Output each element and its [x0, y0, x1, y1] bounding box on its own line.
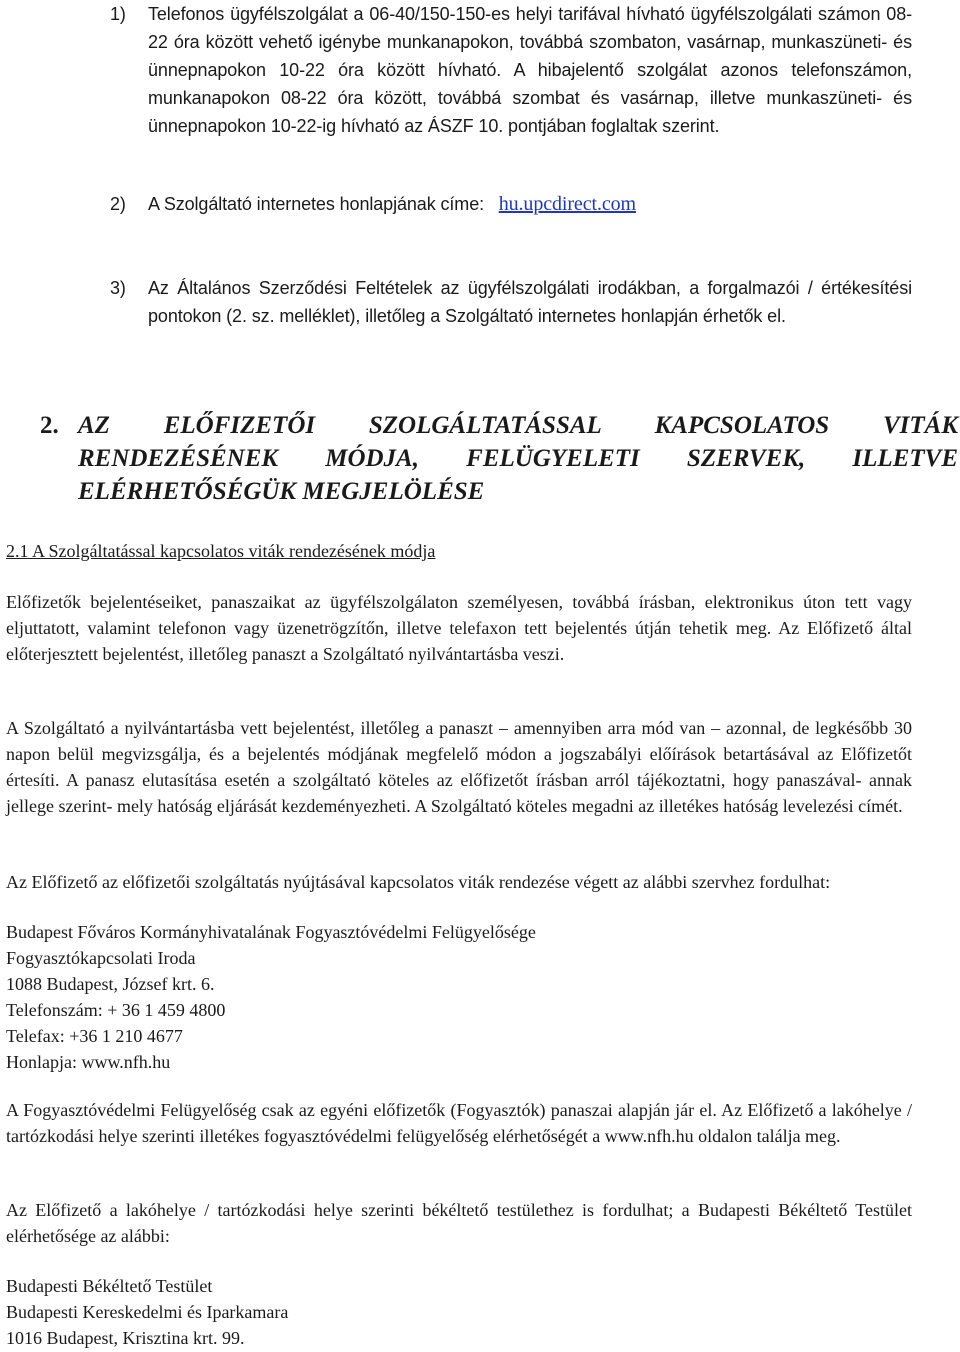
list-item-2 [110, 190, 912, 218]
paragraph-authority-intro: Az Előfizető az előfizetői szolgáltatás nyújtásával kapcsolatos viták rendezése végett az alábbi szervhez fordulhat: [6, 872, 831, 892]
website-label: A Szolgáltató internetes honlapjának címe: [148, 194, 485, 214]
list-number: 2) [110, 194, 126, 214]
authority-line: Fogyasztókapcsolati Iroda [6, 948, 196, 968]
authority-line: Telefax: +36 1 210 4677 [6, 1026, 183, 1046]
heading-line: RENDEZÉSÉNEK MÓDJA, FELÜGYELETI SZERVEK, ILLETVE [78, 445, 958, 472]
paragraph-submissions: Előfizetők bejelentéseiket, panaszaikat az ügyfélszolgálaton személyesen, továbbá írásban, elektronikus úton tett vagy eljuttatott, valamint telefonon vagy üzenetrögzítőn, illetve telefaxon tett bejelentés útján tehetik meg. Az Előfizető által előterjesztett bejelentést, illetőleg panaszt a Szolgáltató nyilvántartásba veszi. [6, 592, 912, 664]
list-item-3 [110, 274, 912, 330]
authority-line: Honlapja: www.nfh.hu [6, 1052, 171, 1072]
paragraph-arbitration-intro: Az Előfizető a lakóhelye / tartózkodási helye szerinti békéltető testülethez is fordulhat; a Budapesti Békéltető Testület elérhetősége az alábbi: [6, 1200, 912, 1246]
authority-address-block [6, 919, 912, 1075]
website-link[interactable]: hu.upcdirect.com [498, 193, 636, 215]
list-item-text: Az Általános Szerződési Feltételek az ügyfélszolgálati irodákban, a forgalmazói / értékesítési pontokon (2. sz. melléklet), illetőleg a Szolgáltató internetes honlapján érhetők el. [148, 278, 912, 326]
authority-line: 1088 Budapest, József krt. 6. [6, 974, 215, 994]
paragraph-consumer-protection: A Fogyasztóvédelmi Felügyelőség csak az egyéni előfizetők (Fogyasztók) panaszai alapján jár el. Az Előfizető a lakóhelye / tartózkodási helye szerinti illetékes fogyasztóvédelmi felügyelőség elérhetőségét a www.nfh.hu oldalon találja meg. [6, 1100, 912, 1146]
authority-line: Telefonszám: + 36 1 459 4800 [6, 1000, 226, 1020]
heading-line: ELÉRHETŐSÉGÜK MEGJELÖLÉSE [78, 478, 485, 505]
list-item-1 [110, 0, 912, 140]
board-line: 1016 Budapest, Krisztina krt. 99. [6, 1328, 245, 1348]
list-number: 3) [110, 278, 126, 298]
board-line: Budapesti Békéltető Testület [6, 1276, 213, 1296]
list-item-text [148, 190, 912, 218]
list-item-text: Telefonos ügyfélszolgálat a 06-40/150-150-es helyi tarifával hívható ügyfélszolgálati számon 08-22 óra között vehető igénybe munkanapokon, továbbá szombaton, vasárnap, munkaszüneti- és ünnepnapokon 10-22 óra között hívható. A hibajelentő szolgálat azonos telefonszámon, munkanapokon 08-22 óra között, továbbá szombat és vasárnap, illetve munkaszüneti- és ünnepnapokon 10-22-ig hívható az ÁSZF 10. pontjában foglaltak szerint. [148, 4, 912, 136]
paragraph-investigation: A Szolgáltató a nyilvántartásba vett bejelentést, illetőleg a panaszt – amennyiben arra mód van – azonnal, de legkésőbb 30 napon belül megvizsgálja, és a bejelentés módjának megfelelő módon a jogszabályi előírások betartásával az Előfizetőt értesíti. A panasz elutasítása esetén a szolgáltató köteles az előfizetőt írásban arról tájékoztatni, hogy panaszával- annak jellege szerint- mely hatóság eljárását kezdeményezheti. A Szolgáltató köteles megadni az illetékes hatóság levelezési címét. [6, 718, 912, 816]
section-number: 2. [40, 412, 59, 439]
list-number: 1) [110, 4, 126, 24]
board-address-block [6, 1273, 912, 1351]
subsection-heading: 2.1 A Szolgáltatással kapcsolatos viták rendezésének módja [6, 541, 436, 561]
heading-line: AZ ELŐFIZETŐI SZOLGÁLTATÁSSAL KAPCSOLATOS VITÁK [78, 412, 958, 439]
board-line: Budapesti Kereskedelmi és Iparkamara [6, 1302, 289, 1322]
section-heading [40, 409, 958, 508]
authority-line: Budapest Főváros Kormányhivatalának Fogyasztóvédelmi Felügyelősége [6, 922, 536, 942]
